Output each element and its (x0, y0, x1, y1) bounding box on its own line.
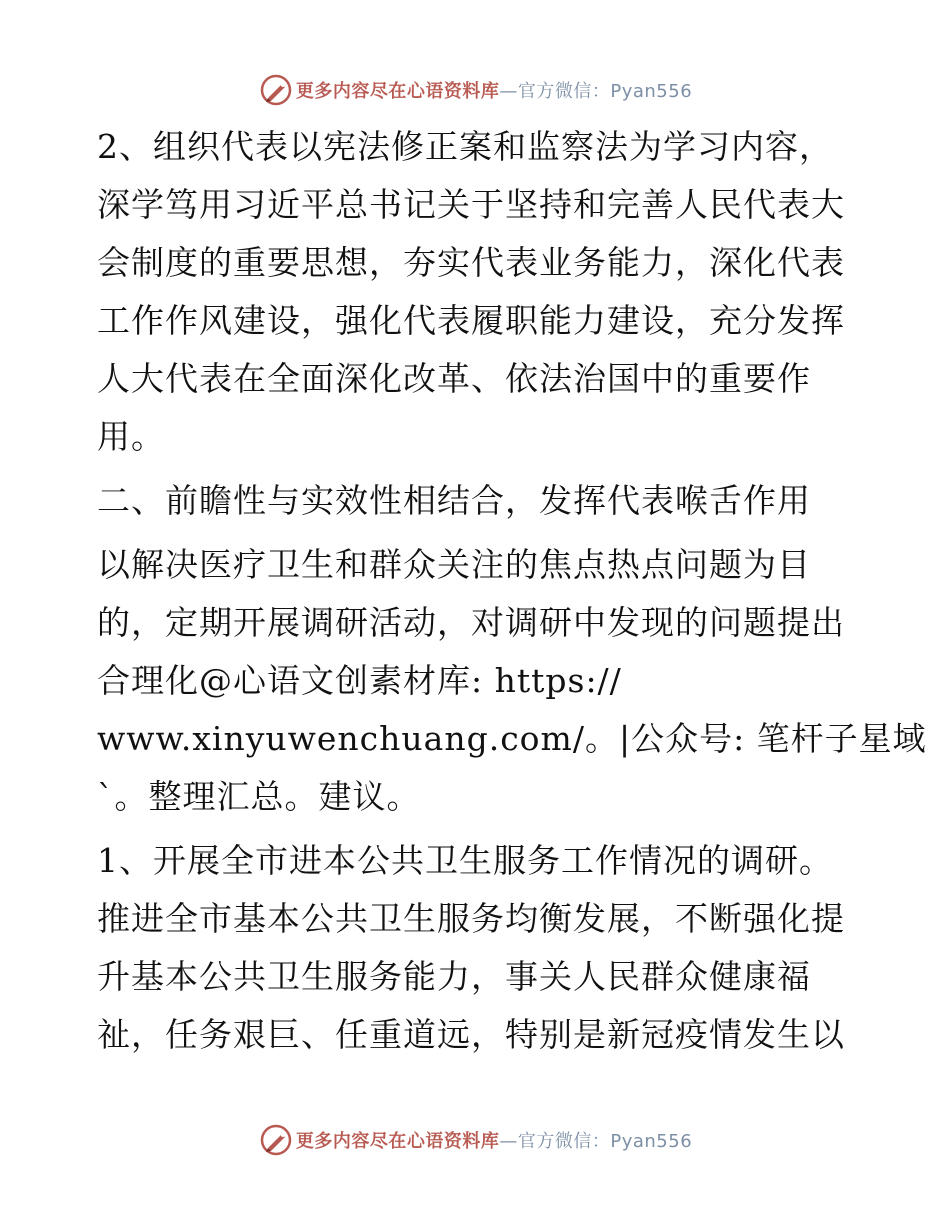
watermark-banner-bottom (0, 1120, 950, 1160)
text-line: 1、开展全市进本公共卫生服务工作情况的调研。 (97, 841, 833, 880)
text-line: 升基本公共卫生服务能力，事关人民群众健康福 (97, 957, 811, 996)
text-line: 用。 (97, 417, 165, 456)
text-line: 会制度的重要思想，夯实代表业务能力，深化代表 (97, 243, 845, 282)
text-line: 工作作风建设，强化代表履职能力建设，充分发挥 (97, 301, 845, 340)
text-line: `。整理汇总。建议。 (97, 777, 421, 816)
paragraph (97, 118, 857, 466)
watermark-promo: 更多内容尽在心语资料库 (295, 1131, 500, 1152)
text-line: 祉，任务艰巨、任重道远，特别是新冠疫情发生以 (97, 1015, 845, 1054)
text-line: 以解决医疗卫生和群众关注的焦点热点问题为目 (97, 545, 811, 584)
section-heading (97, 472, 857, 530)
watermark-banner-top (0, 70, 950, 110)
heading-line: 二、前瞻性与实效性相结合，发挥代表喉舌作用 (97, 481, 811, 520)
paragraph (97, 832, 857, 1064)
text-line: 推进全市基本公共卫生服务均衡发展，不断强化提 (97, 899, 845, 938)
text-line: 的，定期开展调研活动，对调研中发现的问题提出 (97, 603, 845, 642)
text-line: www.xinyuwenchuang.com/。|公众号: 笔杆子星域 (97, 719, 927, 758)
document-body (97, 118, 927, 1064)
text-line: 合理化@心语文创素材库: https:// (97, 661, 622, 700)
text-line: 2、组织代表以宪法修正案和监察法为学习内容， (97, 127, 833, 166)
watermark-promo: 更多内容尽在心语资料库 (295, 81, 500, 102)
text-line: 人大代表在全面深化改革、依法治国中的重要作 (97, 359, 811, 398)
pen-logo-icon (258, 1122, 294, 1158)
watermark-contact: —官方微信：Pyan556 (499, 1131, 693, 1152)
watermark-contact: —官方微信：Pyan556 (499, 81, 693, 102)
pen-logo-icon (258, 72, 294, 108)
text-line: 深学笃用习近平总书记关于坚持和完善人民代表大 (97, 185, 845, 224)
paragraph (97, 536, 927, 826)
